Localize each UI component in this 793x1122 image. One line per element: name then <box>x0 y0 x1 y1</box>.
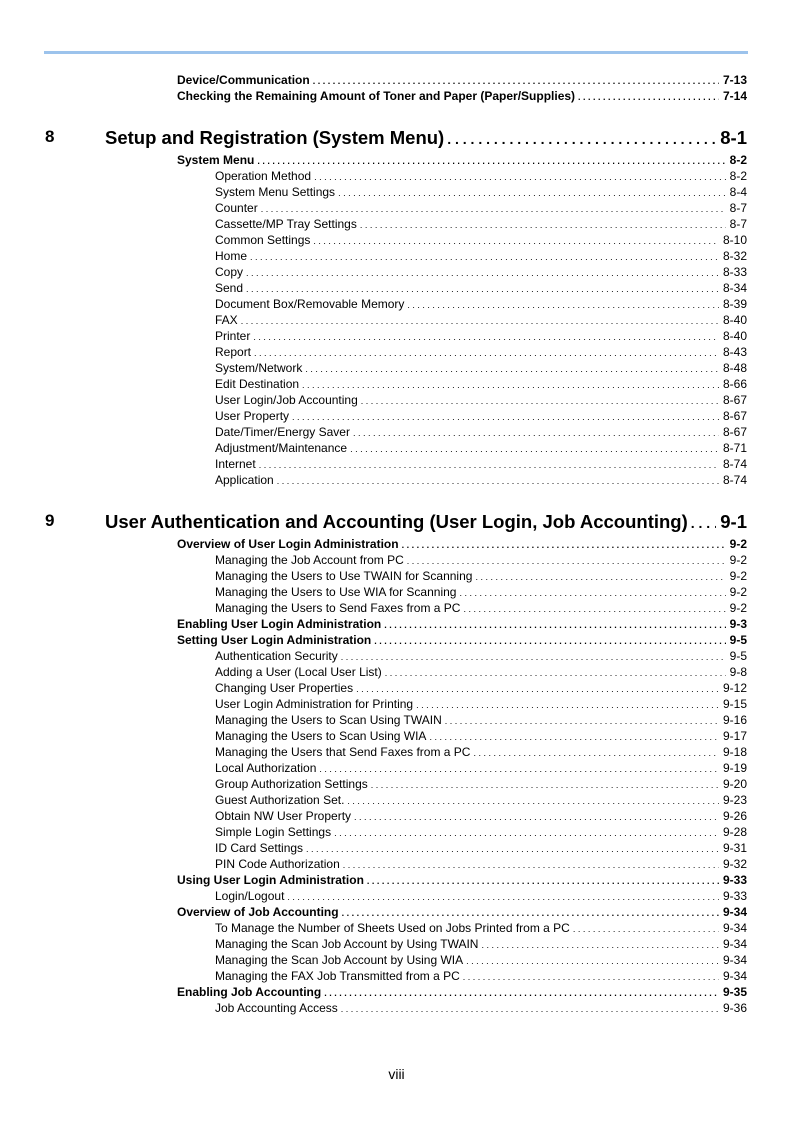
toc-entry-page: 8-34 <box>722 281 747 295</box>
toc-leader-dots <box>407 553 726 568</box>
toc-entry-page: 9-28 <box>722 825 747 839</box>
toc-leader-dots <box>341 649 726 664</box>
toc-entry-page: 9-35 <box>722 985 747 999</box>
toc-entry[interactable] <box>215 232 747 248</box>
toc-entry-page: 9-2 <box>729 569 747 583</box>
toc-entry-page: 8-33 <box>722 265 747 279</box>
toc-leader-dots <box>473 745 719 760</box>
toc-entry[interactable] <box>177 72 747 88</box>
toc-entry-page: 8-66 <box>722 377 747 391</box>
toc-entry-title: Local Authorization <box>215 761 317 775</box>
toc-leader-dots <box>361 393 719 408</box>
toc-entry-page: 8-39 <box>722 297 747 311</box>
toc-entry[interactable] <box>215 1000 747 1016</box>
toc-entry-page: 9-2 <box>729 601 747 615</box>
toc-entry-title: Group Authorization Settings <box>215 777 368 791</box>
toc-entry-page: 8-74 <box>722 457 747 471</box>
toc-entry[interactable] <box>215 344 747 360</box>
toc-leader-dots <box>354 809 719 824</box>
toc-entry-title: Changing User Properties <box>215 681 354 695</box>
toc-entry-title: Edit Destination <box>215 377 300 391</box>
toc-entry-title: Report <box>215 345 252 359</box>
toc-entry-page: 8-67 <box>722 393 747 407</box>
toc-entry[interactable] <box>215 328 747 344</box>
toc-entry[interactable] <box>215 552 747 568</box>
toc-entry-title: Guest Authorization Set. <box>215 793 345 807</box>
toc-entry-page: 9-5 <box>729 649 747 663</box>
toc-entry-page: 9-2 <box>729 553 747 567</box>
toc-entry[interactable] <box>177 536 747 552</box>
toc-entry-page: 9-32 <box>722 857 747 871</box>
toc-entry[interactable] <box>215 184 747 200</box>
toc-entry-page: 8-67 <box>722 425 747 439</box>
toc-entry[interactable] <box>177 632 747 648</box>
toc-leader-dots <box>371 777 719 792</box>
toc-entry[interactable] <box>215 696 747 712</box>
toc-leader-dots <box>292 409 719 424</box>
toc-entry-title: PIN Code Authorization <box>215 857 340 871</box>
toc-entry-page: 9-8 <box>729 665 747 679</box>
chapter-page: 9-1 <box>720 511 747 532</box>
toc-entry-page: 9-23 <box>722 793 747 807</box>
toc-entry-page: 9-18 <box>722 745 747 759</box>
chapter-title: Setup and Registration (System Menu) <box>105 127 445 148</box>
toc-entry-title: Overview of Job Accounting <box>177 905 339 919</box>
chapter-heading[interactable] <box>105 510 747 534</box>
toc-entry-title: Managing the Scan Job Account by Using TWAIN <box>215 937 479 951</box>
toc-entry-page: 8-40 <box>722 313 747 327</box>
toc-entry-title: Operation Method <box>215 169 312 183</box>
toc-leader-dots <box>342 905 719 920</box>
toc-leader-dots <box>277 473 719 488</box>
toc-leader-dots <box>350 441 719 456</box>
toc-leader-dots <box>463 969 719 984</box>
toc-entry-title: Cassette/MP Tray Settings <box>215 217 357 231</box>
toc-entry-title: Adjustment/Maintenance <box>215 441 348 455</box>
toc-leader-dots <box>287 889 719 904</box>
toc-leader-dots <box>302 377 719 392</box>
toc-entry-page: 8-7 <box>729 217 747 231</box>
toc-entry-title: User Property <box>215 409 290 423</box>
toc-entry[interactable] <box>215 360 747 376</box>
toc-leader-dots <box>246 265 719 280</box>
toc-entry[interactable] <box>177 904 747 920</box>
toc-entry[interactable] <box>215 584 747 600</box>
toc-entry-page: 9-34 <box>722 953 747 967</box>
toc-entry[interactable] <box>215 840 747 856</box>
toc-leader-dots <box>253 329 719 344</box>
toc-entry[interactable] <box>215 264 747 280</box>
toc-entry-page: 9-16 <box>722 713 747 727</box>
toc-entry-page: 9-2 <box>729 585 747 599</box>
toc-entry[interactable] <box>215 760 747 776</box>
toc-leader-dots <box>353 425 719 440</box>
toc-entry-page: 9-17 <box>722 729 747 743</box>
toc-leader-dots <box>463 601 725 616</box>
toc-entry-title: System Menu <box>177 153 255 167</box>
toc-entry-page: 8-74 <box>722 473 747 487</box>
toc-entry-title: Common Settings <box>215 233 311 247</box>
toc-entry-page: 9-33 <box>722 873 747 887</box>
toc-entry[interactable] <box>177 616 747 632</box>
toc-entry[interactable] <box>215 376 747 392</box>
toc-entry-page: 8-32 <box>722 249 747 263</box>
toc-entry[interactable] <box>215 792 747 808</box>
toc-entry-title: Managing the Users that Send Faxes from a PC <box>215 745 471 759</box>
toc-entry[interactable] <box>215 472 747 488</box>
toc-leader-dots <box>246 281 719 296</box>
toc-entry-page: 9-26 <box>722 809 747 823</box>
toc-entry[interactable] <box>215 424 747 440</box>
toc-entry[interactable] <box>215 744 747 760</box>
toc-entry-page: 8-67 <box>722 409 747 423</box>
toc-leader-dots <box>447 127 716 150</box>
toc-leader-dots <box>459 585 725 600</box>
toc-leader-dots <box>306 841 719 856</box>
toc-entry[interactable] <box>215 680 747 696</box>
toc-leader-dots <box>360 217 726 232</box>
toc-entry[interactable] <box>215 568 747 584</box>
toc-entry[interactable] <box>215 920 747 936</box>
toc-entry[interactable] <box>177 88 747 104</box>
toc-leader-dots <box>466 953 719 968</box>
toc-entry[interactable] <box>177 984 747 1000</box>
toc-entry-title: To Manage the Number of Sheets Used on Jobs Printed from a PC <box>215 921 570 935</box>
toc-leader-dots <box>374 633 725 648</box>
toc-entry-page: 8-2 <box>729 153 747 167</box>
toc-leader-dots <box>324 985 719 1000</box>
toc-leader-dots <box>407 297 719 312</box>
toc-entry-title: Managing the Users to Scan Using TWAIN <box>215 713 442 727</box>
toc-entry-title: Send <box>215 281 244 295</box>
toc-leader-dots <box>341 1001 719 1016</box>
toc-entry[interactable] <box>215 776 747 792</box>
toc-entry[interactable] <box>215 728 747 744</box>
toc-entry-page: 9-34 <box>722 937 747 951</box>
toc-entry-page: 9-33 <box>722 889 747 903</box>
toc-entry[interactable] <box>215 952 747 968</box>
toc-entry[interactable] <box>215 936 747 952</box>
toc-entry-title: User Login/Job Accounting <box>215 393 358 407</box>
toc-leader-dots <box>334 825 719 840</box>
toc-entry-page: 9-34 <box>722 921 747 935</box>
toc-leader-dots <box>691 511 717 534</box>
toc-entry-page: 9-12 <box>722 681 747 695</box>
toc-entry-title: ID Card Settings <box>215 841 304 855</box>
toc-entry-page: 8-4 <box>729 185 747 199</box>
toc-entry-page: 7-14 <box>722 89 747 103</box>
toc-entry[interactable] <box>215 296 747 312</box>
toc-entry[interactable] <box>177 872 747 888</box>
toc-entry-page: 9-34 <box>722 969 747 983</box>
toc-entry-title: Simple Login Settings <box>215 825 332 839</box>
toc-entry[interactable] <box>215 888 747 904</box>
chapter-number: 8 <box>45 127 55 146</box>
toc-entry-title: Counter <box>215 201 258 215</box>
toc-leader-dots <box>254 345 719 360</box>
chapter-title: User Authentication and Accounting (User Login, Job Accounting) <box>105 511 688 532</box>
toc-entry-title: Adding a User (Local User List) <box>215 665 382 679</box>
toc-entry-title: Copy <box>215 265 244 279</box>
toc-leader-dots <box>402 537 726 552</box>
toc-entry-page: 8-43 <box>722 345 747 359</box>
toc-entry-title: Device/Communication <box>177 73 310 87</box>
chapter-heading[interactable] <box>105 126 747 150</box>
toc-leader-dots <box>314 169 726 184</box>
toc-entry-title: Home <box>215 249 248 263</box>
toc-leader-dots <box>385 665 726 680</box>
chapter-page: 8-1 <box>720 127 747 148</box>
toc-entry-page: 8-40 <box>722 329 747 343</box>
toc-entry[interactable] <box>215 664 747 680</box>
toc-leader-dots <box>343 857 719 872</box>
toc-entry[interactable] <box>215 648 747 664</box>
toc-leader-dots <box>578 89 719 104</box>
toc-entry[interactable] <box>215 168 747 184</box>
toc-entry[interactable] <box>215 248 747 264</box>
toc-entry[interactable] <box>215 408 747 424</box>
toc-entry[interactable] <box>215 456 747 472</box>
toc-entry-title: Enabling Job Accounting <box>177 985 322 999</box>
toc-entry-page: 8-48 <box>722 361 747 375</box>
toc-leader-dots <box>313 73 719 88</box>
toc-entry-page: 8-2 <box>729 169 747 183</box>
toc-entry-page: 9-15 <box>722 697 747 711</box>
toc-entry-title: Document Box/Removable Memory <box>215 297 405 311</box>
toc-entry-page: 9-31 <box>722 841 747 855</box>
toc-entry-title: Managing the Users to Send Faxes from a PC <box>215 601 461 615</box>
toc-entry-title: FAX <box>215 313 238 327</box>
toc-entry-title: Login/Logout <box>215 889 285 903</box>
toc-entry[interactable] <box>215 824 747 840</box>
toc-entry[interactable] <box>215 808 747 824</box>
toc-entry-title: System Menu Settings <box>215 185 336 199</box>
toc-entry-title: Internet <box>215 457 256 471</box>
toc-entry[interactable] <box>215 280 747 296</box>
toc-leader-dots <box>384 617 725 632</box>
toc-entry-title: Managing the Users to Use WIA for Scanning <box>215 585 457 599</box>
toc-entry-title: Managing the Scan Job Account by Using WIA <box>215 953 464 967</box>
toc-leader-dots <box>259 457 719 472</box>
toc-entry[interactable] <box>215 600 747 616</box>
toc-entry-page: 9-34 <box>722 905 747 919</box>
toc-leader-dots <box>356 681 719 696</box>
header-rule <box>44 51 748 54</box>
toc-entry-page: 9-2 <box>729 537 747 551</box>
toc-entry[interactable] <box>215 216 747 232</box>
toc-entry[interactable] <box>215 968 747 984</box>
toc-entry-page: 9-3 <box>729 617 747 631</box>
toc-entry-title: Managing the Users to Use TWAIN for Scanning <box>215 569 473 583</box>
toc-leader-dots <box>257 153 725 168</box>
toc-entry-title: Obtain NW User Property <box>215 809 352 823</box>
toc-entry-title: Application <box>215 473 274 487</box>
toc-entry-title: Date/Timer/Energy Saver <box>215 425 350 439</box>
toc-leader-dots <box>475 569 725 584</box>
toc-leader-dots <box>573 921 719 936</box>
toc-entry-page: 9-5 <box>729 633 747 647</box>
toc-entry-title: Using User Login Administration <box>177 873 364 887</box>
toc-entry[interactable] <box>215 312 747 328</box>
toc-leader-dots <box>338 185 726 200</box>
toc-entry-title: Printer <box>215 329 251 343</box>
toc-entry-page: 9-20 <box>722 777 747 791</box>
toc-leader-dots <box>250 249 719 264</box>
toc-leader-dots <box>305 361 719 376</box>
page-number: viii <box>388 1066 405 1082</box>
toc-entry[interactable] <box>215 440 747 456</box>
toc-entry[interactable] <box>215 200 747 216</box>
toc-entry-title: Checking the Remaining Amount of Toner and Paper (Paper/Supplies) <box>177 89 576 103</box>
toc-entry-page: 9-36 <box>722 1001 747 1015</box>
toc-entry-title: User Login Administration for Printing <box>215 697 414 711</box>
toc-entry-title: Job Accounting Access <box>215 1001 338 1015</box>
toc-leader-dots <box>241 313 719 328</box>
toc-entry-title: System/Network <box>215 361 303 375</box>
toc-leader-dots <box>319 761 719 776</box>
toc-leader-dots <box>313 233 719 248</box>
toc-leader-dots <box>347 793 719 808</box>
toc-leader-dots <box>445 713 719 728</box>
toc-entry[interactable] <box>215 712 747 728</box>
toc-entry-title: Managing the FAX Job Transmitted from a PC <box>215 969 460 983</box>
toc-entry[interactable] <box>215 856 747 872</box>
toc-entry-title: Managing the Users to Scan Using WIA <box>215 729 427 743</box>
toc-entry-title: Enabling User Login Administration <box>177 617 382 631</box>
toc-entry[interactable] <box>215 392 747 408</box>
toc-entry-title: Setting User Login Administration <box>177 633 372 647</box>
toc-entry-page: 8-71 <box>722 441 747 455</box>
toc-leader-dots <box>367 873 719 888</box>
toc-entry[interactable] <box>177 152 747 168</box>
chapter-number: 9 <box>45 511 55 530</box>
toc-entry-title: Authentication Security <box>215 649 338 663</box>
toc-leader-dots <box>481 937 718 952</box>
toc-leader-dots <box>416 697 719 712</box>
toc-entry-title: Overview of User Login Administration <box>177 537 399 551</box>
toc-entry-title: Managing the Job Account from PC <box>215 553 404 567</box>
toc-entry-page: 9-19 <box>722 761 747 775</box>
toc-leader-dots <box>261 201 726 216</box>
toc-entry-page: 8-10 <box>722 233 747 247</box>
toc-entry-page: 8-7 <box>729 201 747 215</box>
toc-entry-page: 7-13 <box>722 73 747 87</box>
toc-leader-dots <box>429 729 719 744</box>
